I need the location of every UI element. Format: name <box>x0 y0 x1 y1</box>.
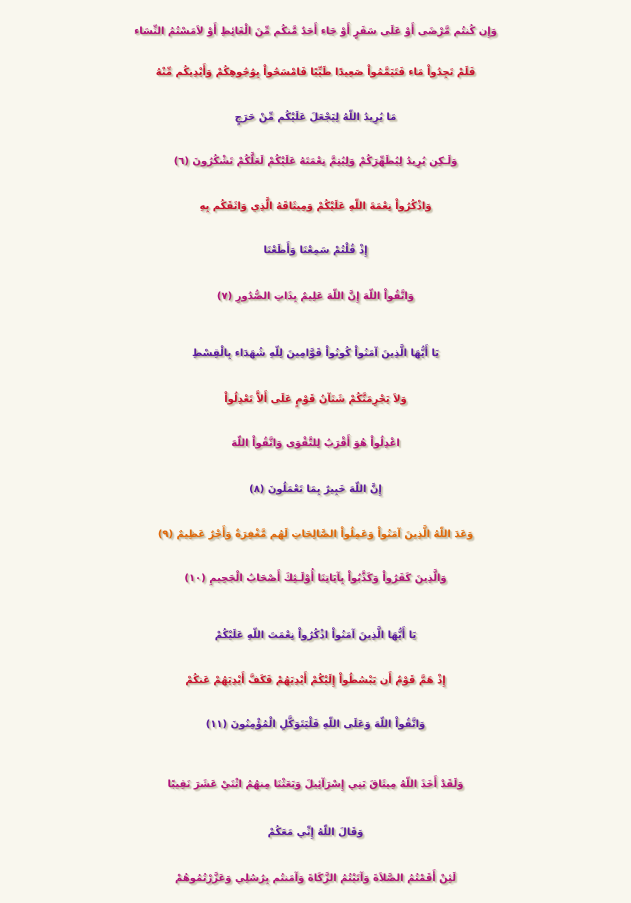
verse-line-16: وَاتَّقُواْ اللّهَ وَعَلَى اللّهِ فَلْيَتَوَكَّلِ الْمُؤْمِنُونَ (١١) <box>205 719 426 730</box>
verse-line-18: وَقَالَ اللّهُ إِنِّي مَعَكُمْ <box>267 827 364 838</box>
verse-line-1: وَإِن كُنتُم مَّرْضَى أَوْ عَلَى سَفَرٍ أَوْ جَاء أَحَدٌ مَّنكُم مِّنَ الْغَائِطِ أَوْ لاَمَسْتُمُ النِّسَاء <box>134 26 497 37</box>
verse-line-10: اعْدِلُواْ هُوَ أَقْرَبُ لِلتَّقْوَى وَاتَّقُواْ اللّهَ <box>231 438 400 449</box>
verse-line-9: وَلاَ يَجْرِمَنَّكُمْ شَنَآنُ قَوْمٍ عَلَى أَلاَّ تَعْدِلُواْ <box>224 394 407 405</box>
verse-line-13: وَالَّذِينَ كَفَرُواْ وَكَذَّبُواْ بِآيَاتِنَا أُوْلَـئِكَ أَصْحَابُ الْجَحِيمِ (١٠) <box>184 573 447 584</box>
verse-line-7: وَاتَّقُواْ اللّهَ إِنَّ اللّهَ عَلِيمٌ بِذَاتِ الصُّدُورِ (٧) <box>216 291 415 302</box>
verse-line-15: إِذْ هَمَّ قَوْمٌ أَن يَبْسُطُواْ إِلَيْكُمْ أَيْدِيَهُمْ فَكَفَّ أَيْدِيَهُمْ عَنكُمْ <box>185 675 446 686</box>
verse-line-2: فَلَمْ تَجِدُواْ مَاء فَتَيَمَّمُواْ صَعِيدًا طَيِّبًا فَامْسَحُواْ بِوُجُوهِكُمْ وَأَيْدِيكُم مِّنْهُ <box>155 67 476 78</box>
verse-line-5: وَاذْكُرُواْ نِعْمَةَ اللّهِ عَلَيْكُمْ وَمِيثَاقَهُ الَّذِي وَاثَقَكُم بِهِ <box>199 201 432 212</box>
verse-line-6: إِذْ قُلْتُمْ سَمِعْنَا وَأَطَعْنَا <box>263 245 368 256</box>
verse-line-11: إِنَّ اللّهَ خَبِيرٌ بِمَا تَعْمَلُونَ (٨) <box>249 484 382 495</box>
verse-line-17: وَلَقَدْ أَخَذَ اللّهُ مِيثَاقَ بَنِي إِسْرَآئِيلَ وَبَعَثْنَا مِنهُمُ اثْنَيْ عَشَرَ نَقِيبًا <box>167 779 464 790</box>
verse-line-12: وَعَدَ اللّهُ الَّذِينَ آمَنُواْ وَعَمِلُواْ الصَّالِحَاتِ لَهُم مَّغْفِرَةٌ وَأَجْرٌ عَظِيمٌ (٩) <box>157 529 474 540</box>
verse-line-4: وَلَـكِن يُرِيدُ لِيُطَهِّرَكُمْ وَلِيُتِمَّ نِعْمَتَهُ عَلَيْكُمْ لَعَلَّكُمْ تَشْكُرُونَ (٦) <box>173 156 458 167</box>
verse-line-8: يَا أَيُّهَا الَّذِينَ آمَنُواْ كُونُواْ قَوَّامِينَ لِلّهِ شُهَدَاء بِالْقِسْطِ <box>191 348 440 359</box>
verse-line-3: مَا يُرِيدُ اللّهُ لِيَجْعَلَ عَلَيْكُم مِّنْ حَرَجٍ <box>234 112 397 123</box>
verse-line-19: لَئِنْ أَقَمْتُمُ الصَّلاَةَ وَآتَيْتُمُ الزَّكَاةَ وَآمَنتُم بِرُسُلِي وَعَزَّرْتُمُوهُمْ <box>174 873 456 884</box>
verse-line-14: يَا أَيُّهَا الَّذِينَ آمَنُواْ اذْكُرُواْ نِعْمَتَ اللّهِ عَلَيْكُمْ <box>214 630 417 641</box>
